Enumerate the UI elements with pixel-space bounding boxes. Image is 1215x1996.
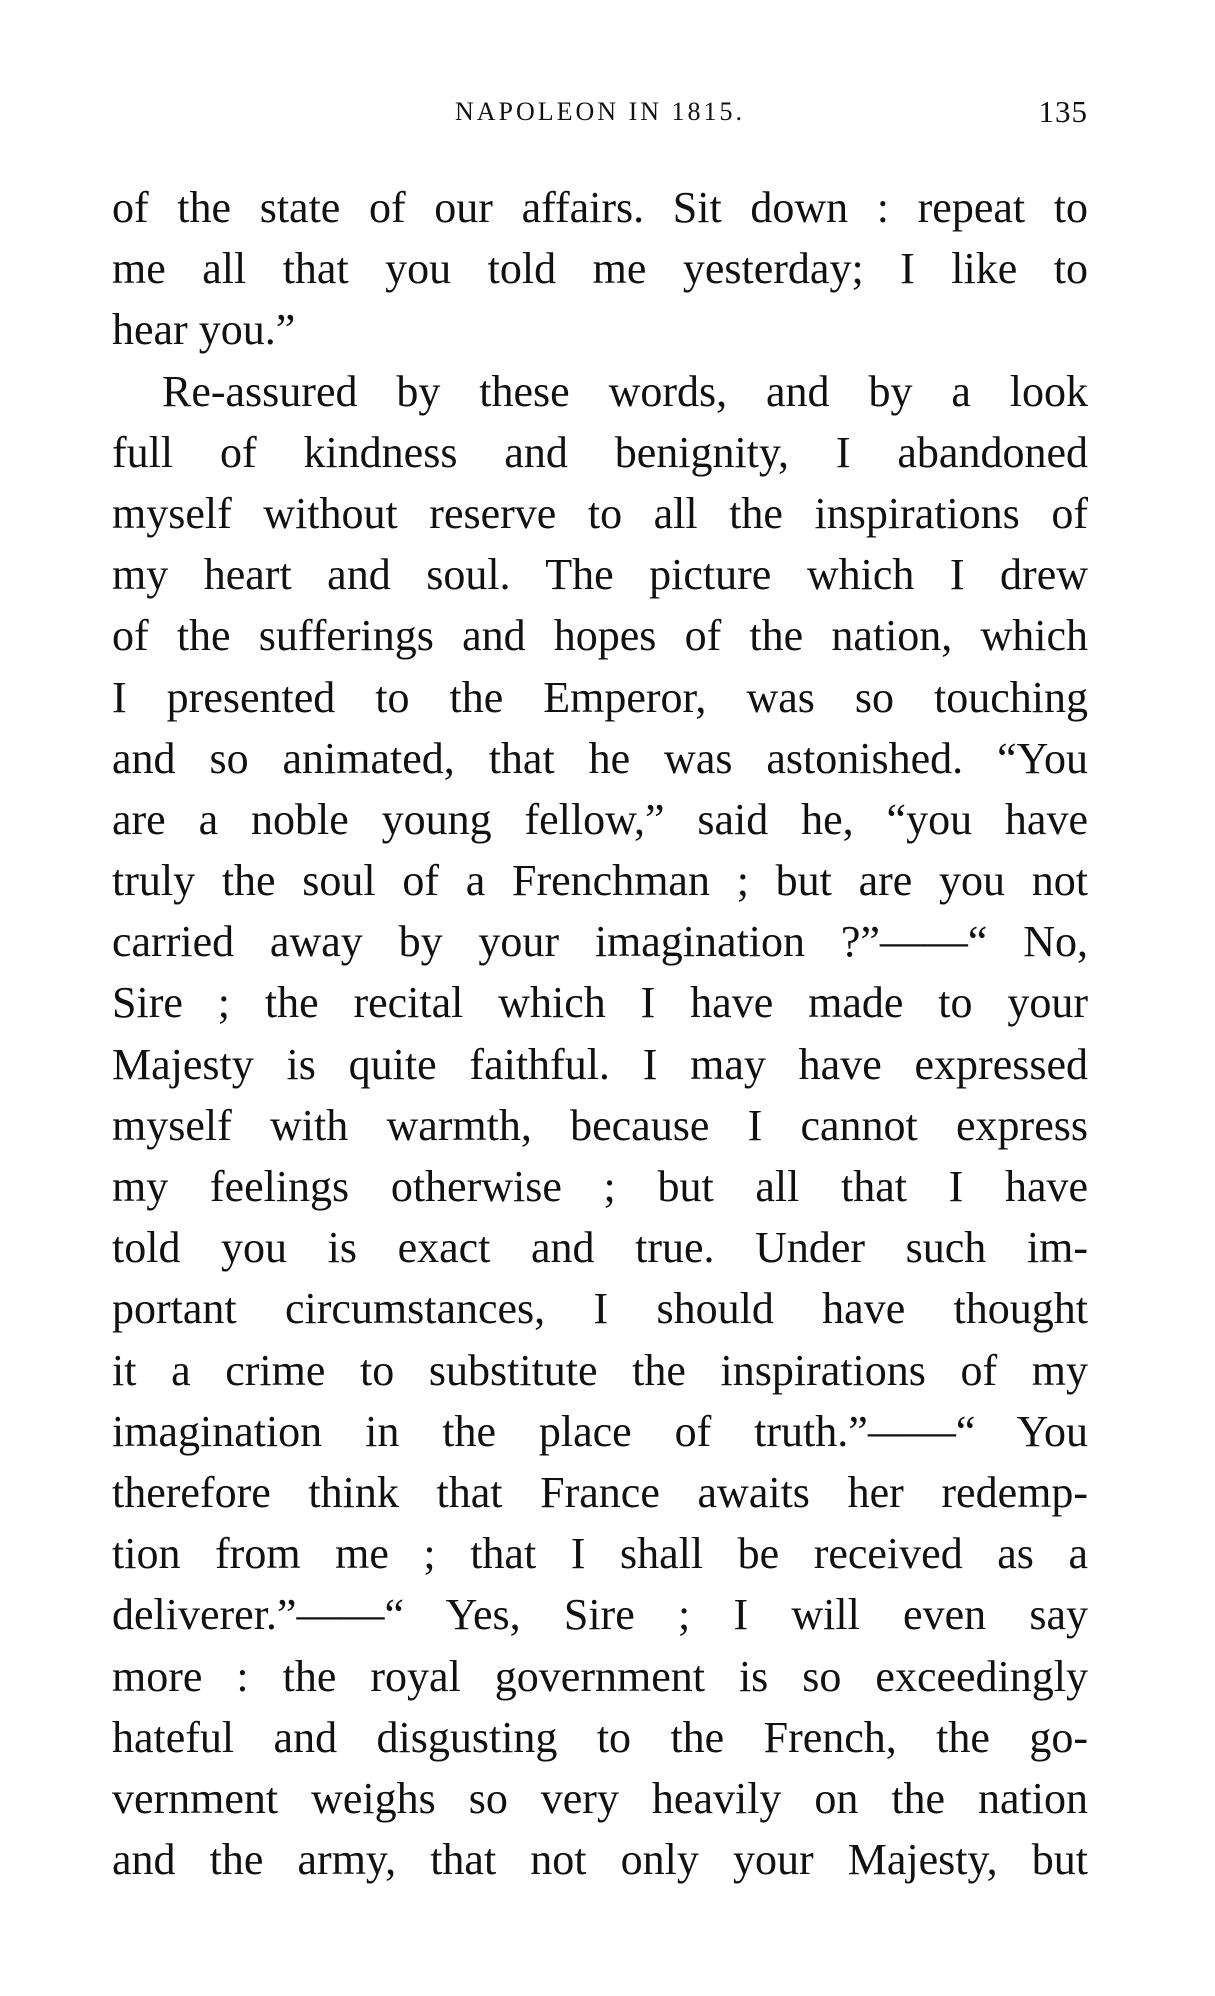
text-line: hear you.” [112,305,296,355]
text-line: told you is exact and true. Under such im- [112,1223,1088,1273]
text-line: my feelings otherwise ; but all that I have [112,1162,1088,1211]
text-line: of the sufferings and hopes of the nation, which [112,611,1088,661]
text-line: my heart and soul. The picture which I drew [112,550,1088,600]
text-line: and so animated, that he was astonished. “You [112,733,1088,783]
text-line: vernment weighs so very heavily on the nation [112,1773,1088,1823]
text-line: it a crime to substitute the inspirations of my [112,1345,1088,1395]
text-line: full of kindness and benignity, I abandoned [112,427,1088,477]
running-header [112,92,1088,132]
paragraph-first-line: Re-assured by these words, and by a look [162,366,1088,416]
text-line: hateful and disgusting to the French, the go- [112,1712,1088,1762]
text-line: and the army, that not only your Majesty, but [112,1835,1088,1885]
text-line: tion from me ; that I shall be received as a [112,1529,1088,1579]
text-line: myself without reserve to all the inspirations of [112,488,1088,538]
text-line: truly the soul of a Frenchman ; but are you not [112,856,1088,906]
text-line: Majesty is quite faithful. I may have expressed [112,1039,1088,1089]
page-number: 135 [1038,94,1088,129]
running-title: NAPOLEON IN 1815. [454,97,746,126]
text-line: imagination in the place of truth.”——“ You [112,1406,1088,1456]
text-line: me all that you told me yesterday; I like to [112,244,1088,294]
text-line: myself with warmth, because I cannot express [112,1100,1088,1150]
text-line: are a noble young fellow,” said he, “you have [112,794,1088,844]
text-line: carried away by your imagination ?”——“ No, [112,917,1088,967]
text-line: deliverer.”——“ Yes, Sire ; I will even say [112,1590,1088,1640]
text-line: more : the royal government is so exceedingly [112,1651,1088,1701]
text-line: I presented to the Emperor, was so touching [112,672,1088,722]
text-line: portant circumstances, I should have thought [112,1284,1088,1334]
text-line: of the state of our affairs. Sit down : repeat to [112,183,1088,232]
body-text [112,177,1088,1890]
text-line: Sire ; the recital which I have made to your [112,978,1088,1028]
text-line: therefore think that France awaits her redemp- [112,1467,1088,1517]
